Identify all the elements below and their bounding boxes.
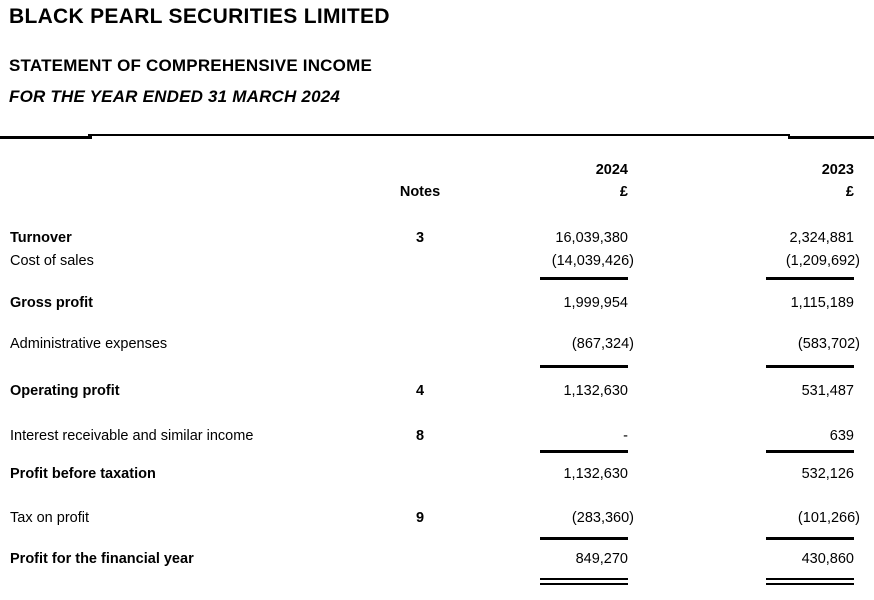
row-label: Cost of sales [10,253,94,269]
total-rule-double [766,578,854,585]
subtotal-rule [766,365,854,368]
row-label: Gross profit [10,295,93,311]
table-row-profit-for-year [0,550,874,568]
amount-prior-year: 531,487 [801,383,854,399]
table-row-administrative-expenses [0,335,874,353]
amount-current-year: 1,999,954 [563,295,628,311]
subtotal-rule [766,537,854,540]
subtotal-rule [766,277,854,280]
amount-prior-year: 1,115,189 [790,295,854,311]
amount-prior-year: 430,860 [801,551,854,567]
table-row-cost-of-sales [0,252,874,270]
note-ref: 4 [415,383,425,399]
table-header-years [0,161,874,179]
amount-prior-year: (583,702) [797,336,860,352]
row-label: Profit before taxation [10,466,156,482]
notes-column-header: Notes [399,184,441,200]
note-ref [390,335,450,353]
amount-current-year: - [623,428,628,444]
header-rule-left-segment [0,136,92,139]
subtotal-rule-row [0,365,874,368]
row-label: Profit for the financial year [10,551,194,567]
note-ref: 3 [415,230,425,246]
subtotal-rule [540,365,628,368]
note-ref [390,550,450,568]
table-row-gross-profit [0,294,874,312]
period-title: FOR THE YEAR ENDED 31 MARCH 2024 [9,87,341,106]
amount-prior-year: 532,126 [801,466,854,482]
subtotal-rule-row [0,537,874,540]
row-label: Turnover [10,230,72,246]
subtotal-rule [540,537,628,540]
amount-prior-year: (1,209,692) [785,253,860,269]
table-row-turnover [0,229,874,247]
amount-current-year: (867,324) [571,336,634,352]
currency-symbol-current: £ [619,184,628,200]
note-ref [390,252,450,270]
amount-prior-year: 2,324,881 [789,230,854,246]
note-ref: 9 [415,510,425,526]
header-rule-right-segment [788,136,874,139]
note-ref: 8 [415,428,425,444]
table-row-tax-on-profit [0,509,874,527]
amount-current-year: (283,360) [571,510,634,526]
subtotal-rule [540,277,628,280]
note-ref [390,294,450,312]
subtotal-rule [540,450,628,453]
amount-prior-year: (101,266) [797,510,860,526]
row-label: Administrative expenses [10,336,168,352]
header-rule [88,134,790,136]
amount-current-year: 849,270 [575,551,628,567]
amount-current-year: 1,132,630 [563,466,628,482]
table-header-currency [0,183,874,201]
company-name: BLACK PEARL SECURITIES LIMITED [9,5,390,28]
amount-current-year: 16,039,380 [555,230,628,246]
amount-prior-year: 639 [829,428,854,444]
amount-current-year: 1,132,630 [563,383,628,399]
subtotal-rule-row [0,450,874,453]
table-row-interest-receivable [0,427,874,445]
subtotal-rule [766,450,854,453]
table-row-operating-profit [0,382,874,400]
amount-current-year: (14,039,426) [551,253,634,269]
currency-symbol-prior: £ [845,184,854,200]
row-label: Tax on profit [10,510,89,526]
col-header-2024: 2024 [595,162,628,178]
table-row-profit-before-taxation [0,465,874,483]
total-rule-double [540,578,628,585]
total-rule-row [0,578,874,585]
subtotal-rule-row [0,277,874,280]
statement-title: STATEMENT OF COMPREHENSIVE INCOME [9,56,372,75]
row-label: Interest receivable and similar income [10,428,254,444]
col-header-2023: 2023 [821,162,854,178]
note-ref [390,465,450,483]
row-label: Operating profit [10,383,120,399]
